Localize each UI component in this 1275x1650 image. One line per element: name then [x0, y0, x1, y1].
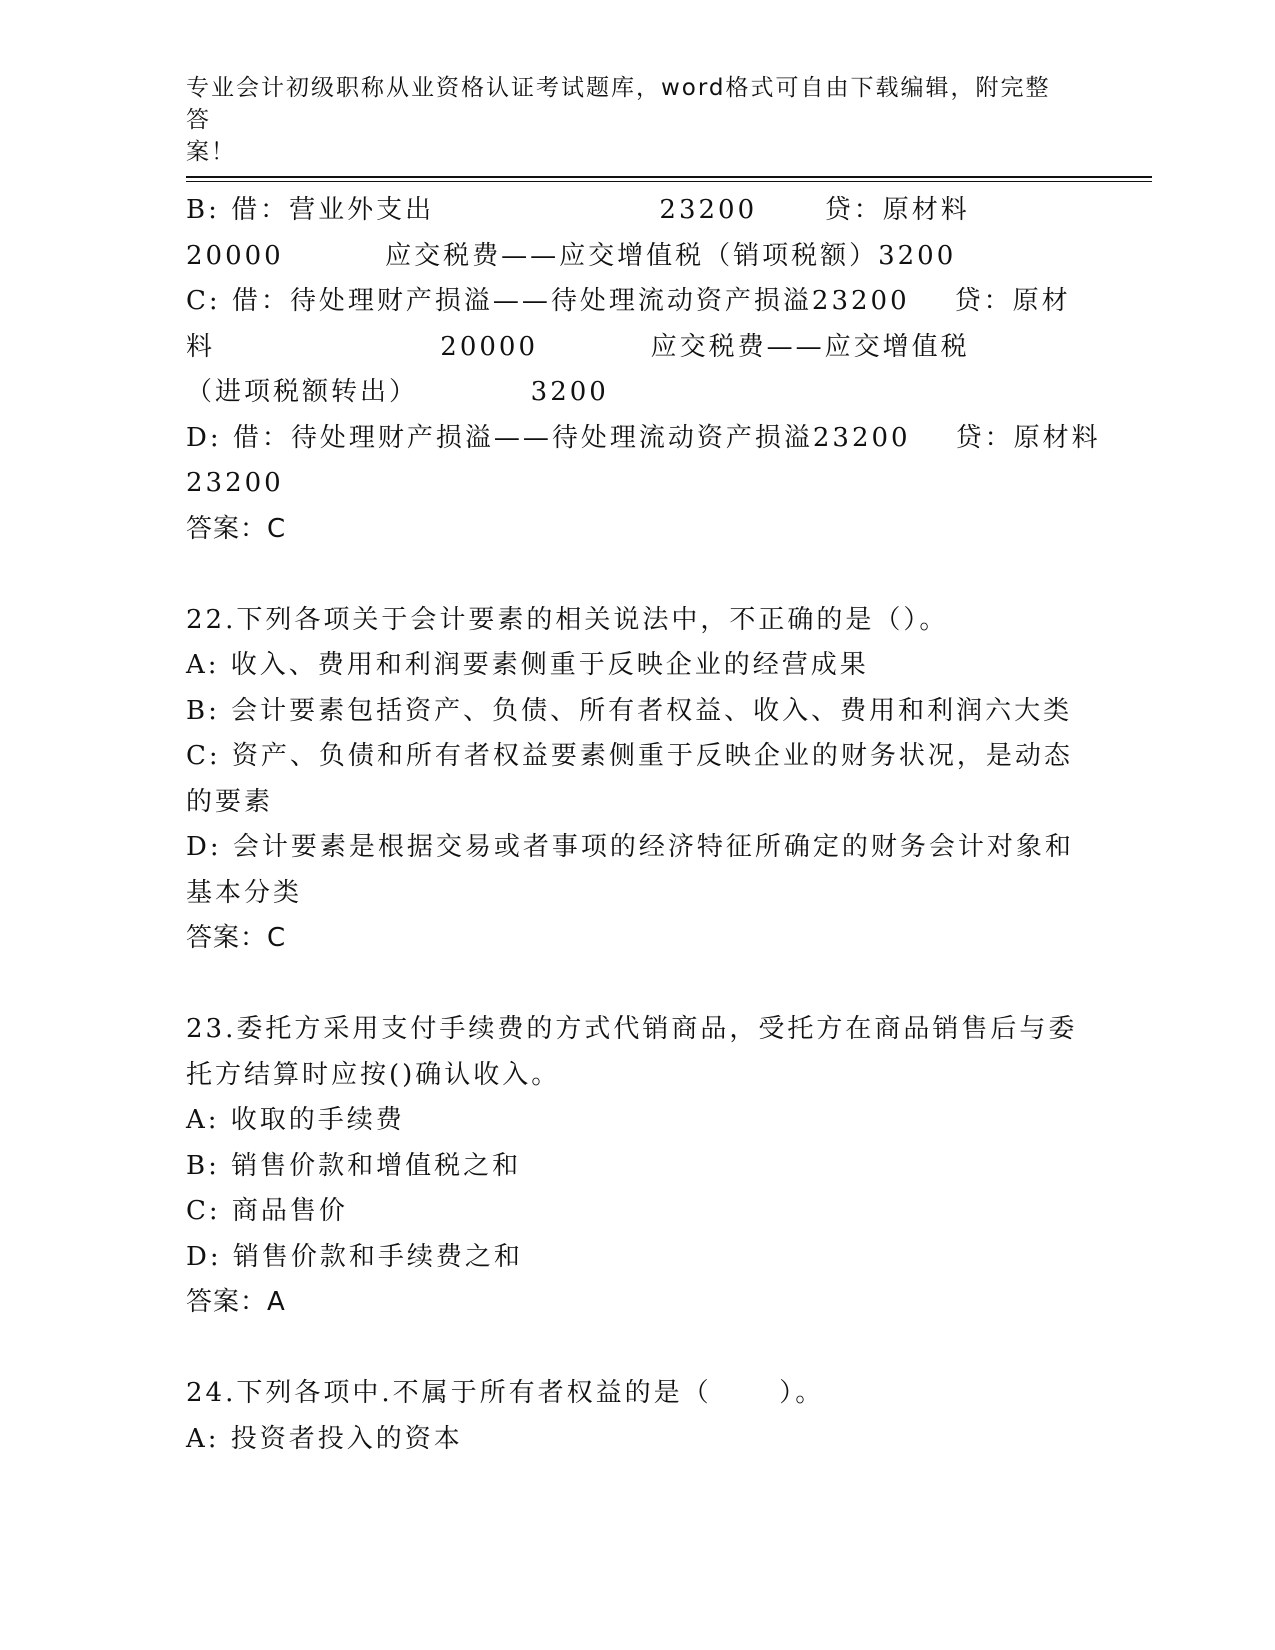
- option-c-line-2: 料 20000 应交税费——应交增值税: [186, 331, 970, 362]
- option-b: B: 会计要素包括资产、负债、所有者权益、收入、费用和利润六大类: [186, 695, 1073, 726]
- spacer: [186, 1326, 1086, 1372]
- question-24: [186, 1371, 1086, 1462]
- answer-22: 答案：C: [186, 923, 287, 953]
- option-d: D: 销售价款和手续费之和: [186, 1241, 523, 1272]
- option-c: C: 商品售价: [186, 1196, 348, 1226]
- header-divider-thin: [186, 181, 1152, 182]
- option-d-line-1: D: 借：待处理财产损溢——待处理流动资产损溢23200 贷：原材料: [186, 422, 1101, 453]
- option-c-line-3: （进项税额转出） 3200: [186, 377, 609, 407]
- question-23-stem-line-2: 托方结算时应按()确认收入。: [186, 1059, 561, 1090]
- spacer: [186, 962, 1086, 1008]
- header-divider-thick: [186, 176, 1152, 178]
- option-b: B: 销售价款和增值税之和: [186, 1150, 522, 1181]
- option-d-line-2: 23200: [186, 468, 284, 498]
- option-c-line-1: C: 借：待处理财产损溢——待处理流动资产损溢23200 贷：原材: [186, 286, 1071, 316]
- question-22: [186, 598, 1086, 962]
- question-24-stem: 24.下列各项中.不属于所有者权益的是（ ）。: [186, 1378, 825, 1408]
- header-line-2: 案！: [186, 139, 236, 165]
- option-b-line-1: B: 借：营业外支出 23200 贷：原材料: [186, 195, 970, 225]
- question-23-stem-line-1: 23.委托方采用支付手续费的方式代销商品，受托方在商品销售后与委: [186, 1014, 1078, 1044]
- question-21-tail: [186, 188, 1101, 552]
- option-d-line-2: 基本分类: [186, 877, 303, 908]
- question-content: [186, 188, 1101, 1462]
- option-a: A: 收取的手续费: [186, 1105, 405, 1135]
- option-c-line-2: 的要素: [186, 786, 274, 817]
- answer-21: 答案：C: [186, 513, 287, 544]
- question-23: [186, 1007, 1086, 1326]
- spacer: [186, 552, 1086, 598]
- option-b-line-2: 20000 应交税费——应交增值税（销项税额）3200: [186, 240, 957, 271]
- option-d-line-1: D: 会计要素是根据交易或者事项的经济特征所确定的财务会计对象和: [186, 832, 1074, 862]
- option-c-line-1: C: 资产、负债和所有者权益要素侧重于反映企业的财务状况，是动态: [186, 741, 1073, 771]
- option-a: A: 投资者投入的资本: [186, 1423, 463, 1454]
- answer-23: 答案：A: [186, 1287, 286, 1317]
- question-22-stem: 22.下列各项关于会计要素的相关说法中，不正确的是（）。: [186, 604, 949, 635]
- header-line-1: 专业会计初级职称从业资格认证考试题库，word格式可自由下载编辑，附完整答: [186, 75, 1051, 133]
- option-a: A: 收入、费用和利润要素侧重于反映企业的经营成果: [186, 650, 869, 680]
- document-header: [186, 72, 1066, 168]
